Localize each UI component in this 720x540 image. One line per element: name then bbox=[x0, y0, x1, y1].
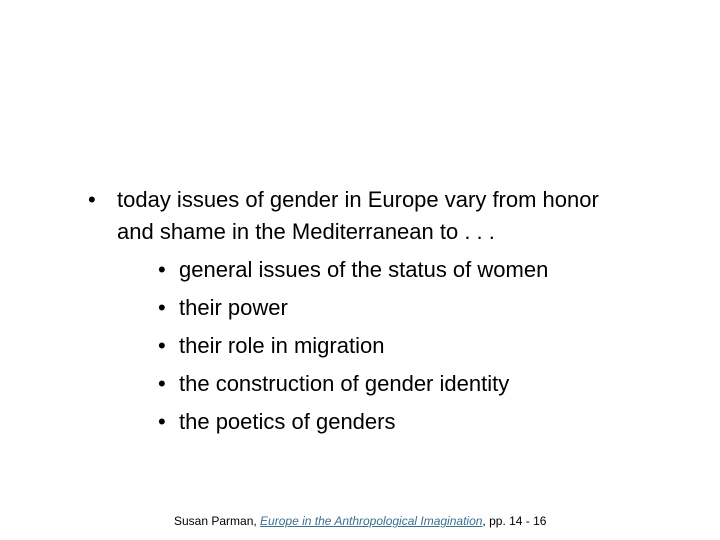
sub-bullet-item bbox=[158, 327, 678, 365]
sub-bullet-text: general issues of the status of women bbox=[179, 257, 549, 282]
sub-bullet-item bbox=[158, 289, 678, 327]
main-bullet bbox=[88, 184, 628, 248]
bullet-marker: • bbox=[158, 295, 166, 320]
sub-bullet-list bbox=[158, 251, 678, 441]
bullet-marker: • bbox=[88, 187, 96, 212]
sub-bullet-item bbox=[158, 365, 678, 403]
sub-bullet-text: their power bbox=[179, 295, 288, 320]
citation-author: Susan Parman, bbox=[174, 514, 261, 528]
citation-book-link[interactable]: Europe in the Anthropological Imagination bbox=[260, 514, 483, 528]
sub-bullet-text: the poetics of genders bbox=[179, 409, 396, 434]
bullet-marker: • bbox=[158, 371, 166, 396]
sub-bullet-text: the construction of gender identity bbox=[179, 371, 510, 396]
citation bbox=[174, 513, 546, 529]
main-bullet-text: today issues of gender in Europe vary from honor and shame in the Mediterranean to . . . bbox=[117, 187, 599, 244]
sub-bullet-item bbox=[158, 251, 678, 289]
citation-pages: , pp. 14 - 16 bbox=[482, 514, 547, 528]
bullet-marker: • bbox=[158, 333, 166, 358]
bullet-marker: • bbox=[158, 257, 166, 282]
sub-bullet-text: their role in migration bbox=[179, 333, 385, 358]
bullet-marker: • bbox=[158, 409, 166, 434]
sub-bullet-item bbox=[158, 403, 678, 441]
